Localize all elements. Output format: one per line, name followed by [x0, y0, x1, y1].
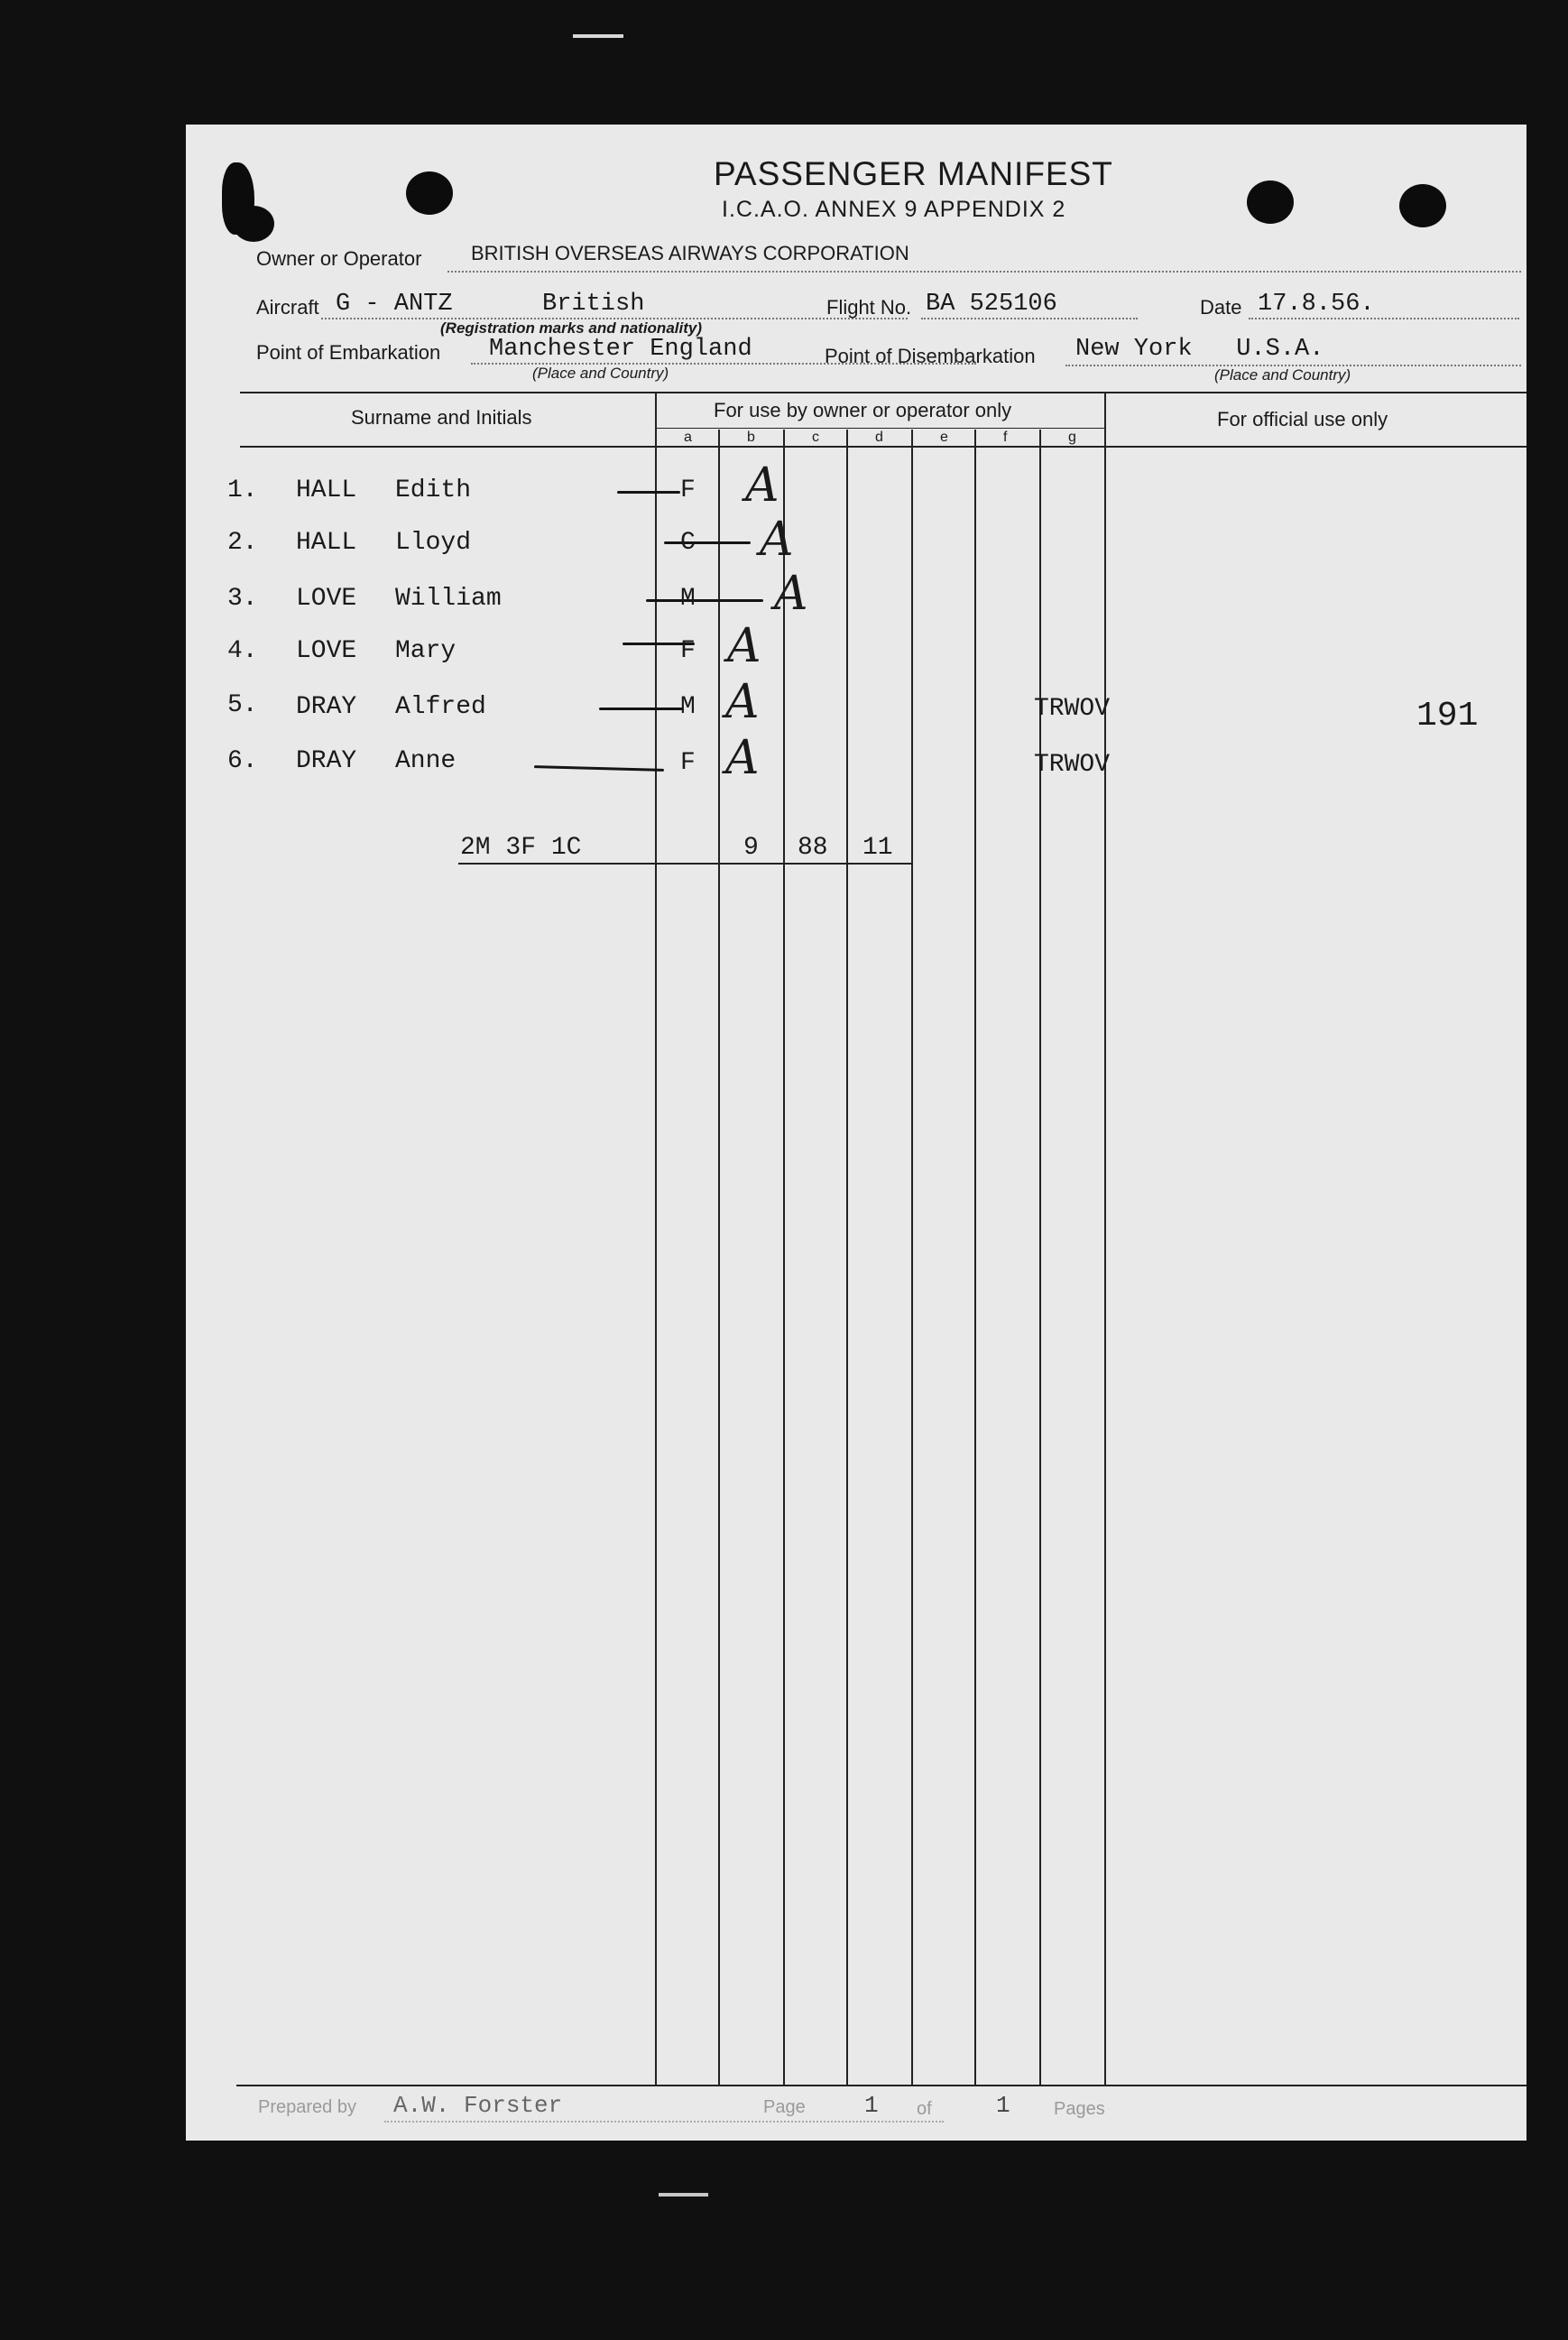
handwritten-stroke	[599, 708, 684, 710]
col-letter-f: f	[1003, 430, 1008, 445]
page-number: 1	[864, 2092, 879, 2119]
row-col-a: F	[680, 749, 696, 777]
row-given-name: Edith	[395, 476, 472, 504]
row-surname: HALL	[296, 476, 357, 504]
row-given-name: Anne	[395, 747, 457, 775]
row-col-g: TRWOV	[1034, 751, 1111, 779]
embarkation-value: Manchester England	[489, 336, 752, 363]
row-number: 4.	[227, 637, 258, 665]
embarkation-hint: (Place and Country)	[532, 365, 669, 382]
col-operator-header: For use by owner or operator only	[714, 399, 1012, 421]
col-letter-a: a	[684, 430, 692, 445]
aircraft-registration: G - ANTZ	[336, 291, 453, 318]
punch-hole	[1247, 180, 1294, 224]
table-top-rule	[240, 392, 1526, 393]
col-divider	[655, 393, 657, 2086]
row-number: 3.	[227, 585, 258, 613]
row-col-b: A	[774, 567, 808, 621]
footer-underline	[384, 2121, 944, 2123]
manifest-sheet	[186, 125, 1526, 2141]
col-letter-b: b	[747, 430, 755, 445]
scan-edge-mark	[659, 2193, 708, 2197]
col-letter-d: d	[875, 430, 883, 445]
totals-col-b: 9	[743, 834, 759, 862]
table-header-rule	[240, 446, 1526, 448]
flight-number: BA 525106	[926, 291, 1057, 318]
row-given-name: William	[395, 585, 502, 613]
prepared-by: A.W. Forster	[393, 2092, 563, 2119]
handwritten-stroke	[534, 765, 664, 772]
table-bottom-rule	[236, 2085, 1526, 2086]
date-underline	[1249, 318, 1519, 319]
page-subtitle: I.C.A.O. ANNEX 9 APPENDIX 2	[722, 197, 1066, 222]
col-divider	[783, 430, 785, 2086]
flight-underline	[921, 318, 1138, 319]
col-surname-header: Surname and Initials	[351, 406, 532, 429]
of-label: of	[917, 2099, 932, 2119]
handwritten-stroke	[646, 599, 763, 602]
punch-hole	[1399, 184, 1446, 227]
row-col-a: M	[680, 585, 696, 613]
aircraft-label: Aircraft	[256, 296, 319, 319]
totals-underline	[458, 863, 911, 865]
col-divider	[846, 430, 848, 2086]
col-divider	[911, 430, 913, 2086]
row-surname: LOVE	[296, 585, 357, 613]
row-surname: DRAY	[296, 747, 357, 775]
owner-underline	[447, 271, 1521, 273]
row-given-name: Lloyd	[395, 529, 472, 557]
col-letter-c: c	[812, 430, 819, 445]
disembarkation-hint: (Place and Country)	[1214, 366, 1351, 384]
row-number: 2.	[227, 529, 258, 557]
col-divider	[974, 430, 976, 2086]
ink-blot	[233, 206, 274, 242]
col-divider	[1104, 393, 1106, 2086]
row-col-a: M	[680, 693, 696, 721]
page-label: Page	[763, 2097, 806, 2117]
embarkation-label: Point of Embarkation	[256, 341, 441, 364]
page-title: PASSENGER MANIFEST	[714, 155, 1113, 192]
handwritten-stroke	[664, 541, 751, 544]
col-letter-g: g	[1068, 430, 1076, 445]
row-given-name: Mary	[395, 637, 457, 665]
totals-col-c: 88	[798, 834, 828, 862]
row-col-g: TRWOV	[1034, 695, 1111, 723]
date-value: 17.8.56.	[1258, 291, 1375, 318]
row-surname: DRAY	[296, 693, 357, 721]
row-col-b: A	[727, 619, 761, 673]
row-given-name: Alfred	[395, 693, 486, 721]
col-letter-e: e	[940, 430, 948, 445]
row-col-b: A	[725, 675, 760, 729]
row-number: 1.	[227, 476, 258, 504]
punch-hole	[406, 171, 453, 215]
date-label: Date	[1200, 296, 1242, 319]
col-divider	[1039, 430, 1041, 2086]
row-col-a: F	[680, 637, 696, 665]
row-col-b: A	[725, 731, 760, 785]
official-number: 191	[1416, 697, 1479, 735]
col-official-header: For official use only	[1217, 408, 1388, 430]
disembarkation-label: Point of Disembarkation	[825, 345, 1036, 367]
prepared-label: Prepared by	[258, 2097, 356, 2117]
scan-edge-mark	[573, 34, 623, 38]
row-col-b: A	[760, 513, 794, 567]
aircraft-hint: (Registration marks and nationality)	[440, 319, 702, 337]
col-divider	[718, 430, 720, 2086]
aircraft-nationality: British	[542, 291, 645, 318]
owner-value: BRITISH OVERSEAS AIRWAYS CORPORATION	[471, 242, 909, 264]
page-total: 1	[996, 2092, 1010, 2119]
row-col-a: C	[680, 529, 696, 557]
pages-label: Pages	[1054, 2099, 1105, 2119]
table-subheader-rule	[655, 428, 1106, 429]
disembarkation-value: New York U.S.A.	[1075, 336, 1324, 363]
row-col-a: F	[680, 476, 696, 504]
row-col-b: A	[745, 458, 779, 513]
row-surname: LOVE	[296, 637, 357, 665]
row-number: 5.	[227, 691, 258, 719]
flight-label: Flight No.	[826, 296, 912, 319]
totals-summary: 2M 3F 1C	[460, 834, 582, 862]
row-number: 6.	[227, 747, 258, 775]
handwritten-stroke	[617, 491, 680, 494]
totals-col-d: 11	[862, 834, 893, 862]
row-surname: HALL	[296, 529, 357, 557]
owner-label: Owner or Operator	[256, 247, 422, 270]
